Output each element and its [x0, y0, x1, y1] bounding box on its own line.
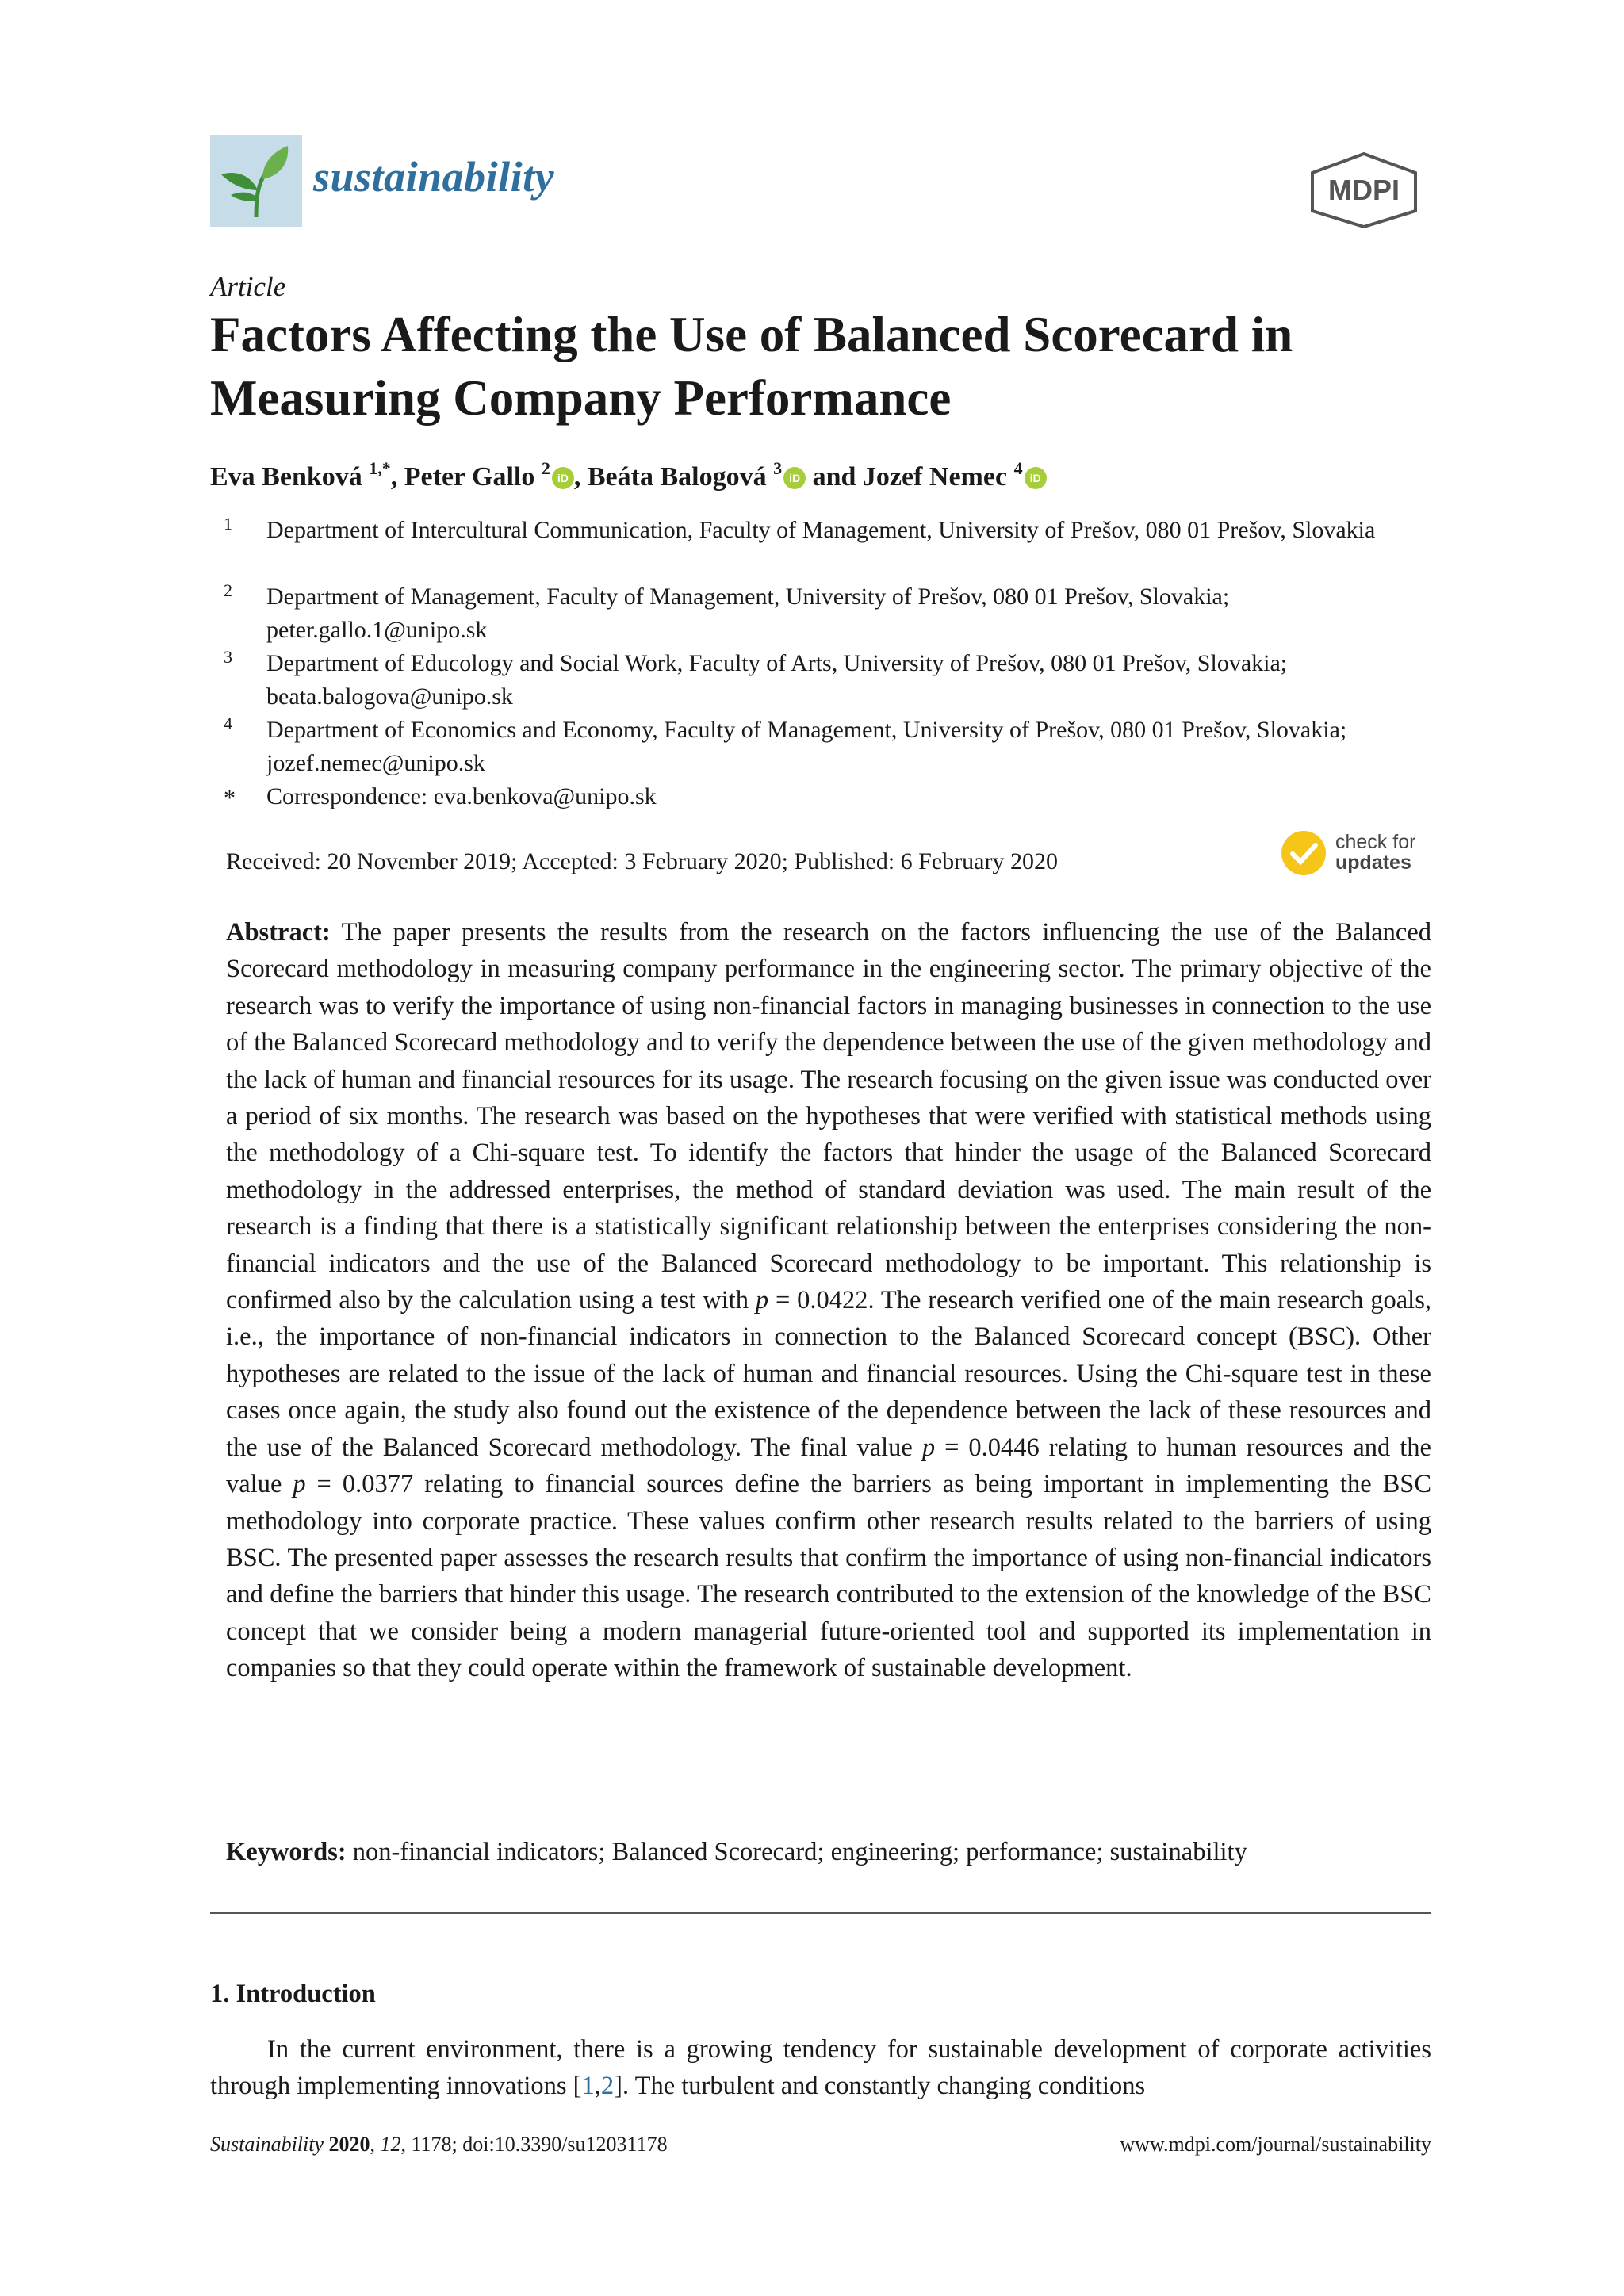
affiliation-number: 4 [224, 714, 232, 733]
footer-year: 2020 [328, 2133, 370, 2156]
affiliation-number: 3 [224, 647, 232, 667]
affiliation-text: Department of Management, Faculty of Management, University of Prešov, 080 01 Prešov, Slovakia; peter.gallo.1@unipo.sk [266, 584, 1230, 643]
publication-dates: Received: 20 November 2019; Accepted: 3 February 2020; Published: 6 February 2020 [226, 848, 1058, 874]
author-affiliation-mark: 4 [1013, 458, 1023, 478]
footer-citation: Sustainability 2020, 12, 1178; doi:10.3390/su12031178 [210, 2133, 668, 2156]
affiliation-text: Department of Educology and Social Work, Faculty of Arts, University of Prešov, 080 01 Prešov, Slovakia; beata.balogova@unipo.sk [266, 650, 1288, 710]
check-updates-line1: check for [1335, 831, 1416, 853]
orcid-icon[interactable]: iD [1025, 467, 1047, 489]
footer-doi: , 1178; doi:10.3390/su12031178 [400, 2133, 668, 2156]
check-updates-line2: updates [1335, 851, 1411, 874]
check-updates-badge[interactable] [1281, 825, 1432, 880]
mdpi-hexagon-icon [1304, 149, 1423, 228]
citation-separator: , [594, 2072, 601, 2101]
author-list [210, 458, 1047, 492]
keywords [226, 1838, 1431, 1867]
orcid-icon[interactable]: iD [552, 467, 574, 489]
correspondence: Correspondence: eva.benkova@unipo.sk [266, 783, 657, 809]
author-affiliation-mark: 1,* [369, 458, 391, 478]
author-separator: , [390, 462, 404, 492]
author-name[interactable]: Jozef Nemec [862, 462, 1008, 492]
orcid-icon[interactable]: iD [783, 467, 806, 489]
footer-volume: 12 [380, 2133, 401, 2156]
mdpi-logo [1304, 149, 1423, 228]
author-name[interactable]: Peter Gallo [404, 462, 535, 492]
section-heading: 1. Introduction [210, 1980, 376, 2008]
affiliation-number: 1 [224, 514, 232, 534]
author-name[interactable]: Beáta Balogová [587, 462, 767, 492]
mdpi-logo-text: MDPI [1328, 174, 1400, 206]
author-affiliation-mark: 3 [773, 458, 783, 478]
author-separator: and [806, 462, 863, 492]
abstract-text: The paper presents the results from the research on the factors influencing the use of the Balanced Scorecard methodology in measuring company performance in the engineering sector. The primary objective of the research was to verify the importance of using non-financial factors in managing businesses in connection to the use of the Balanced Scorecard methodology and to verify the dependence between the use of the given methodology and the lack of human and financial resources for its usage. The research focusing on the given issue was conducted over a period of six months. The research was based on the hypotheses that were verified with statistical methods using the methodology of a Chi-square test. To identify the factors that hinder the usage of the Balanced Scorecard methodology in the addressed enterprises, the method of standard deviation was used. The main result of the research is a finding that there is a statistically significant relationship between the enterprises considering the non-financial indicators and the use of the Balanced Scorecard methodology to be important. This relationship is confirmed also by the calculation using a test with p = 0.0422. The research verified one of the main research goals, i.e., the importance of non-financial indicators in connection to the Balanced Scorecard concept (BSC). Other hypotheses are related to the issue of the lack of human and financial resources. Using the Chi-square test in these cases once again, the study also found out the existence of the dependence between the lack of these resources and the use of the Balanced Scorecard methodology. The final value p = 0.0446 relating to human resources and the value p = 0.0377 relating to financial sources define the barriers as being important in implementing the BSC methodology into corporate practice. These values confirm other research results related to the barriers of using BSC. The presented paper assesses the research results that confirm the importance of using non-financial indicators and define the barriers that hinder this usage. The research contributed to the extension of the knowledge of the BSC concept that we consider being a modern managerial future-oriented tool and supported its implementation in companies so that they could operate within the framework of sustainable development. [226, 918, 1431, 1683]
footer-journal: Sustainability [210, 2133, 324, 2156]
citation-link[interactable]: 1 [581, 2072, 595, 2101]
check-updates-icon [1281, 831, 1326, 875]
keywords-label: Keywords: [226, 1838, 347, 1866]
intro-paragraph [210, 2031, 1431, 2105]
affiliation-number: 2 [224, 580, 232, 600]
author-name[interactable]: Eva Benková [210, 462, 362, 492]
divider [210, 1912, 1431, 1914]
journal-name: sustainability [313, 153, 555, 201]
article-type: Article [210, 271, 286, 302]
affiliation-number: * [224, 785, 236, 811]
footer-url[interactable]: www.mdpi.com/journal/sustainability [1120, 2133, 1431, 2156]
author-separator: , [573, 462, 588, 492]
abstract [226, 914, 1431, 1687]
intro-text: In the current environment, there is a growing tendency for sustainable development of corporate activities through implementing innovations [ [210, 2035, 1431, 2101]
leaf-logo-icon [210, 135, 302, 227]
citation-link[interactable]: 2 [600, 2072, 615, 2101]
author-affiliation-mark: 2 [541, 458, 550, 478]
intro-text: ]. The turbulent and constantly changing conditions [614, 2072, 1146, 2101]
keywords-text: non-financial indicators; Balanced Scorecard; engineering; performance; sustainability [352, 1838, 1247, 1866]
affiliation-text: Department of Economics and Economy, Faculty of Management, University of Prešov, 080 01 Prešov, Slovakia; jozef.nemec@unipo.sk [266, 717, 1347, 776]
affiliation-text: Department of Intercultural Communication, Faculty of Management, University of Prešov, 080 01 Prešov, Slovakia [266, 517, 1376, 543]
journal-logo [210, 135, 302, 227]
abstract-label: Abstract: [226, 918, 331, 947]
paper-title: Factors Affecting the Use of Balanced Scorecard in Measuring Company Performance [210, 307, 1293, 426]
